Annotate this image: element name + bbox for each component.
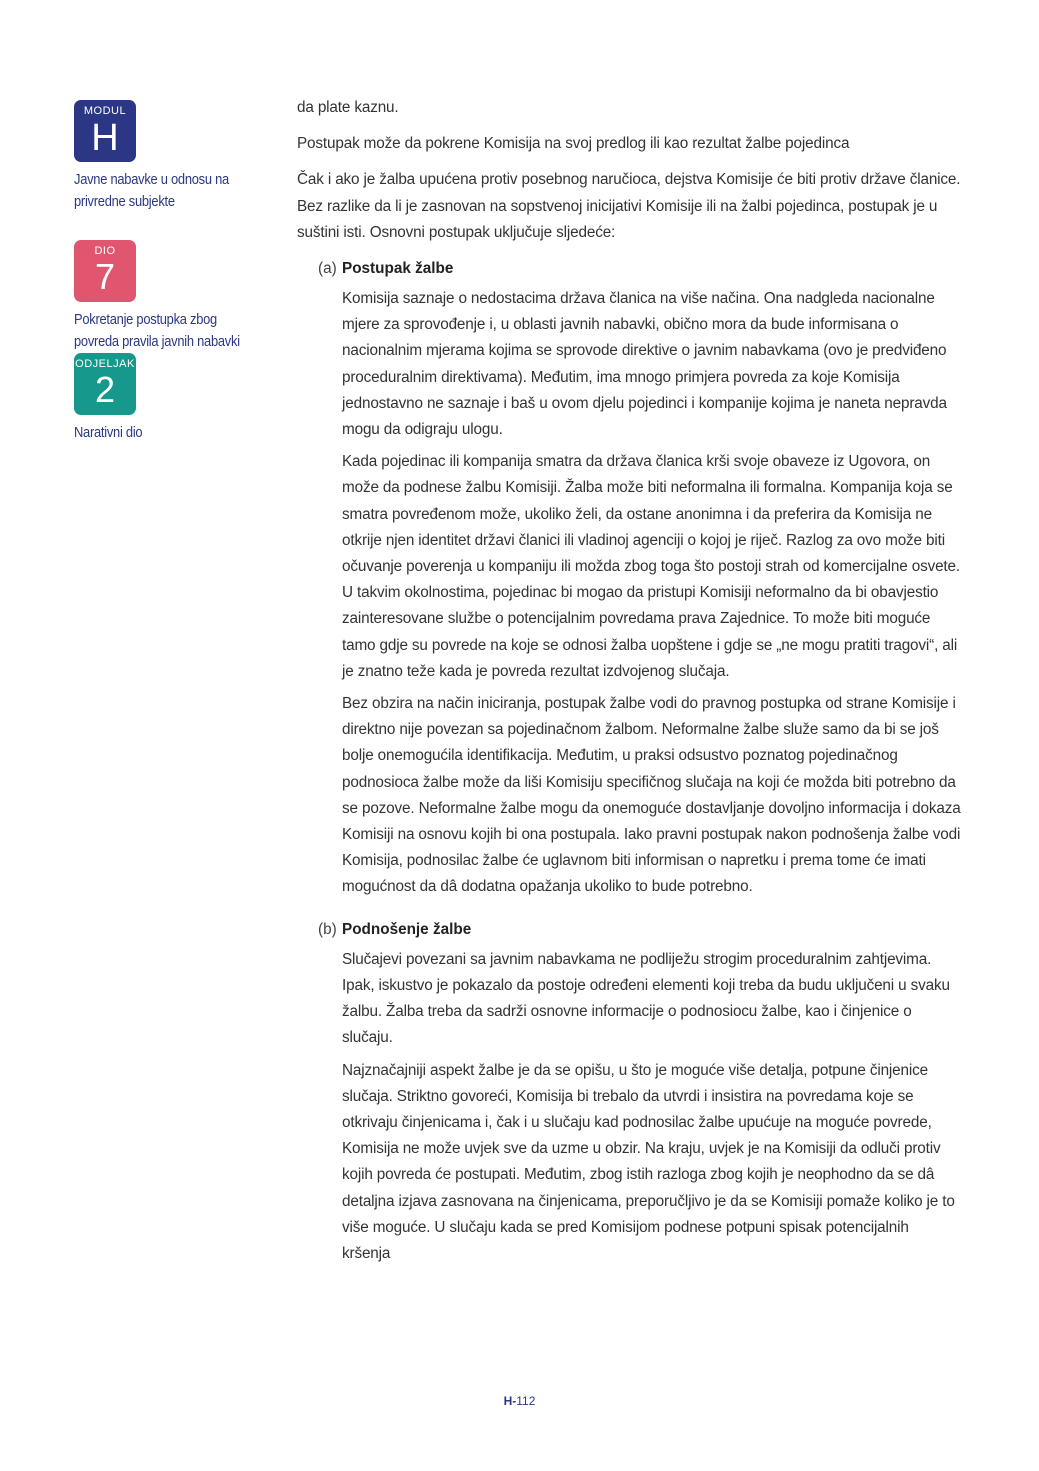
section-letter: (a) [318,260,337,278]
paragraph: Najznačajniji aspekt žalbe je da se opišu, u što je moguće više detalja, potpune činjenice slučaja. Striktno govoreći, Komisija bi trebalo da utvrdi i insistira na povredama koje se otkrivaju činjenicama i, čak i u slučaju kad podnosilac žalbe upućuje na moguće povrede, Komisija ne može uvjek sve da uzme u obzir. Na kraju, uvjek je na Komisiji da odluči protiv kojih povreda će postupati. Međutim, zbog istih razloga zbog kojih je neophodno da se dâ detaljna izjava zasnovana na činjenicama, preporučljivo je da se Komisiji pomaže koliko je to više moguće. U slučaju kada se pred Komisijom podnese potpuni spisak potencijalnih kršenja [342,1061,955,1262]
sidebar [74,100,254,444]
section-badge [74,353,136,415]
page-footer [0,1394,1039,1408]
main-content [297,95,961,1273]
page-number: 112 [516,1394,536,1408]
module-badge [74,100,136,162]
module-label: Javne nabavke u odnosu na privredne subjekte [74,171,229,210]
part-number: 7 [94,256,116,297]
section-a [297,256,961,901]
section-heading [318,917,961,943]
module-letter: H [91,117,119,159]
module-caption: MODUL [83,105,127,117]
paragraph: Bez obzira na način iniciranja, postupak žalbe vodi do pravnog postupka od strane Komisije i direktno nije povezan sa pojedinačnom žalbom. Neformalne žalbe služe samo da bi se još bolje onemogućila identifikacija. Međutim, u praksi odsustvo poznatog pojedinačnog podnosioca žalbe može da liši Komisiju specifičnog slučaja na koji će možda biti potrebno da se pozove. Neformalne žalbe mogu da onemoguće dostavljanje dovoljno informacija i dokaza Komisiji na osnovu kojih bi ona postupala. Iako pravni postupak nakon podnošenja žalbe vodi Komisija, podnosilac žalbe će uglavnom biti informisan o napretku i prema tome će imati mogućnost da dâ dodatna opažanja ukoliko to bude potrebno. [342,695,961,896]
section-title: Podnošenje žalbe [342,920,472,938]
paragraph: Postupak može da pokrene Komisija na svoj predlog ili kao rezultat žalbe pojedinca [297,135,850,153]
section-heading [318,256,961,282]
section-letter: (b) [318,920,337,938]
paragraph: da plate kaznu. [297,99,399,116]
section-b [297,917,961,1267]
paragraph: Čak i ako je žalba upućena protiv posebnog naručioca, dejstva Komisije će biti protiv države članice. Bez razlike da li je zasnovan na sopstvenoj inicijativi Komisije ili na žalbi pojedinca, postupak je u suštini isti. Osnovni postupak uključuje sljedeće: [297,171,961,241]
section-caption: ODJELJAK [75,358,135,370]
section-label: Narativni dio [74,424,143,441]
part-badge [74,240,136,302]
section-number: 2 [94,369,116,410]
paragraph: Slučajevi povezani sa javnim nabavkama ne podliježu strogim proceduralnim zahtjevima. Ipak, iskustvo je pokazalo da postoje određeni elementi koji treba da budu uključeni u svaku žalbu. Žalba treba da sadrži osnovne informacije o podnosiocu žalbe, kao i činjenice o slučaju. [342,950,950,1047]
section-body [342,947,961,1267]
paragraph: Kada pojedinac ili kompanija smatra da država članica krši svoje obaveze iz Ugovora, on može da podnese žalbu Komisiji. Žalba može biti neformalna ili formalna. Kompanija koja se smatra povređenom može, ukoliko želi, da ostane anonimna i da preferira da Komisija ne otkrije njen identitet državi članici ili vladinoj agenciji o kojoj je riječ. Razlog za ovo može biti očuvanje poverenja u kompaniju ili možda zbog toga što postoji strah od komercijalne osvete. U takvim okolnostima, pojedinac bi mogao da pristupi Komisiji neformalno da bi obavjestio zainteresovane službe o potencijalnim povredama prava Zajednice. To može biti moguće tamo gdje su povrede na koje se odnosi žalba uopštene i gdje se „ne mogu pratiti tragovi“, ali je znatno teže kada je povreda rezultat izdvojenog slučaja. [342,453,960,680]
part-label: Pokretanje postupka zbog povreda pravila javnih nabavki [74,311,240,350]
part-caption: DIO [94,245,116,257]
page-prefix: H- [503,1394,517,1408]
section-title: Postupak žalbe [342,260,454,278]
paragraph: Komisija saznaje o nedostacima država članica na više načina. Ona nadgleda nacionalne mjere za sprovođenje i, u oblasti javnih nabavki, obično mora da bude informisana o nacionalnim mjerama kojima se sprovode direktive o javnim nabavkama (ovo je predviđeno proceduralnim direktivama). Međutim, ima mnogo primjera povreda za koje Komisija jednostavno ne saznaje i baš u ovom djelu pojedinci i kompanije kojima je naneta nepravda mogu da odigraju ulogu. [342,290,947,439]
lead-text [297,95,961,246]
section-body [342,286,961,901]
